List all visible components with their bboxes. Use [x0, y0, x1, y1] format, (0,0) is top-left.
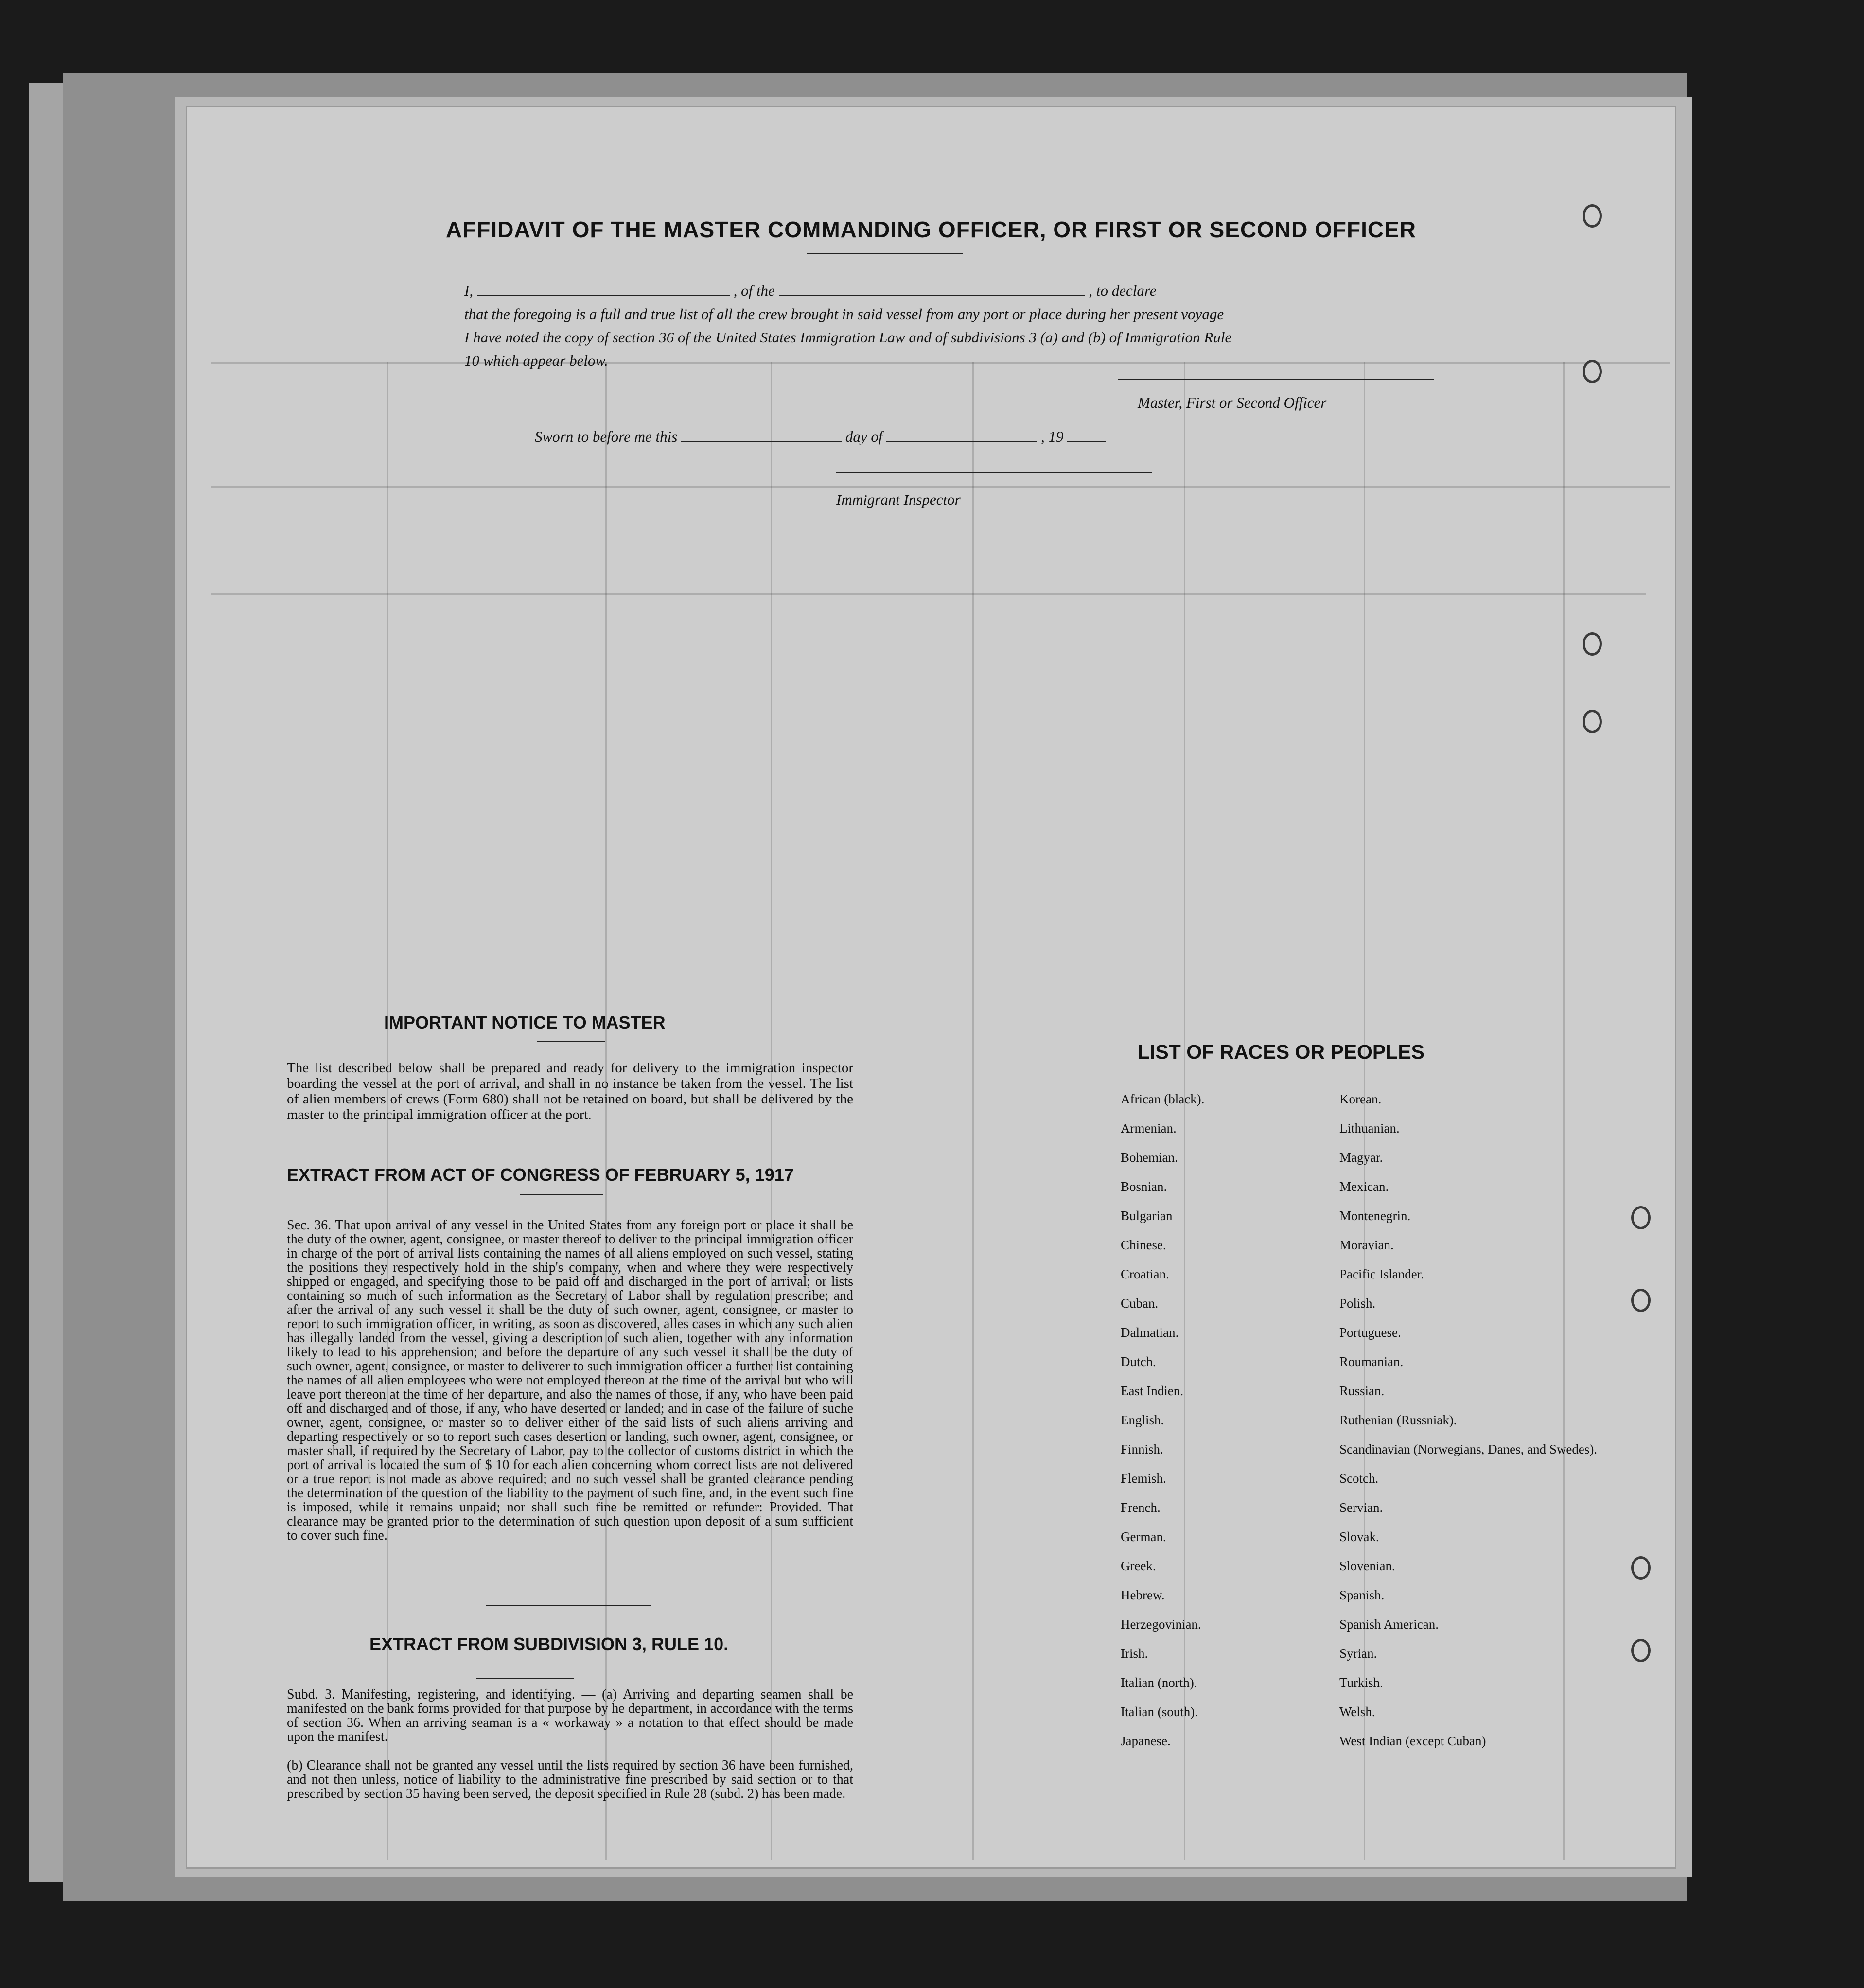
race-item: Armenian. [1121, 1121, 1177, 1136]
race-item: Irish. [1121, 1646, 1148, 1661]
race-item: Italian (south). [1121, 1704, 1198, 1719]
races-column-2 [1339, 1084, 1597, 1756]
sworn-day-blank[interactable] [681, 428, 842, 442]
binding-hole [1631, 1556, 1651, 1580]
race-item: Magyar. [1339, 1150, 1383, 1165]
binding-hole [1583, 360, 1602, 383]
race-item: Dalmatian. [1121, 1325, 1179, 1340]
race-item: Polish. [1339, 1296, 1376, 1311]
race-item: African (black). [1121, 1092, 1205, 1106]
signature-caption: Master, First or Second Officer [1138, 394, 1327, 411]
race-item: French. [1121, 1500, 1161, 1515]
race-item: Moravian. [1339, 1238, 1394, 1252]
declaration-line-3: 10 which appear below. [464, 352, 608, 369]
race-item: Welsh. [1339, 1704, 1375, 1719]
race-item: Finnish. [1121, 1442, 1163, 1456]
binding-hole [1583, 710, 1602, 733]
race-item: Greek. [1121, 1559, 1156, 1573]
sworn-month-blank[interactable] [886, 428, 1037, 442]
race-item: English. [1121, 1413, 1164, 1427]
race-item: Bosnian. [1121, 1179, 1167, 1194]
race-item: Pacific Islander. [1339, 1267, 1424, 1281]
vessel-name-blank[interactable] [779, 282, 1085, 296]
race-item: Roumanian. [1339, 1354, 1404, 1369]
binding-hole [1631, 1289, 1651, 1312]
race-item: Ruthenian (Russniak). [1339, 1413, 1457, 1427]
signature-line[interactable] [1118, 379, 1434, 380]
race-item: German. [1121, 1529, 1166, 1544]
notice-rule [537, 1041, 605, 1042]
race-item: Dutch. [1121, 1354, 1156, 1369]
race-item: Lithuanian. [1339, 1121, 1400, 1136]
race-item: Mexican. [1339, 1179, 1389, 1194]
declaration-line-2: I have noted the copy of section 36 of the United States Immigration Law and of subdivisions 3 (a) and (b) of Immigration Rule [464, 329, 1232, 346]
inspector-caption: Immigrant Inspector [836, 491, 961, 508]
race-item: Bohemian. [1121, 1150, 1178, 1165]
sworn-year-blank[interactable] [1067, 428, 1106, 442]
race-item: Scandinavian (Norwegians, Danes, and Swedes). [1339, 1442, 1598, 1456]
rule-extract-heading: EXTRACT FROM SUBDIVISION 3, RULE 10. [369, 1634, 729, 1654]
race-item: Spanish American. [1339, 1617, 1439, 1632]
race-item: East Indien. [1121, 1384, 1183, 1398]
binding-hole [1583, 632, 1602, 656]
binding-hole [1631, 1639, 1651, 1662]
affidavit-line-i: I, , of the , to declare [464, 282, 1157, 299]
race-item: Cuban. [1121, 1296, 1159, 1311]
race-item: Japanese. [1121, 1734, 1171, 1748]
rule-extract-body-b: (b) Clearance shall not be granted any vessel until the lists required by section 36 have been furnished, and not then unless, notice of liability to the administrative fine prescribed by said section or to that prescribed by section 35 having been served, the deposit specified in Rule 28 (subd. 2) has been made. [287, 1758, 853, 1801]
race-item: Italian (north). [1121, 1675, 1197, 1690]
races-heading: LIST OF RACES OR PEOPLES [1138, 1041, 1425, 1063]
inspector-signature-line[interactable] [836, 472, 1152, 473]
race-item: Scotch. [1339, 1471, 1379, 1486]
title-rule [807, 253, 963, 254]
notice-heading: IMPORTANT NOTICE TO MASTER [384, 1012, 666, 1032]
race-item: Turkish. [1339, 1675, 1383, 1690]
race-item: Slovenian. [1339, 1559, 1395, 1573]
race-item: Slovak. [1339, 1529, 1379, 1544]
act-end-rule [486, 1605, 651, 1606]
race-item: Servian. [1339, 1500, 1383, 1515]
race-item: Chinese. [1121, 1238, 1166, 1252]
affidavit-title: AFFIDAVIT OF THE MASTER COMMANDING OFFICER, OR FIRST OR SECOND OFFICER [446, 217, 1416, 242]
race-item: Herzegovinian. [1121, 1617, 1201, 1632]
race-item: Croatian. [1121, 1267, 1169, 1281]
binding-hole [1631, 1206, 1651, 1229]
race-item: West Indian (except Cuban) [1339, 1734, 1486, 1748]
rule-extract-body-a: Subd. 3. Manifesting, registering, and identifying. — (a) Arriving and departing seamen shall be manifested on the bank forms provided for that purpose by he department, in accordance with the terms of section 36. When an arriving seaman is a « workaway » a notation to that effect should be made upon the manifest. [287, 1687, 853, 1744]
notice-body: The list described below shall be prepared and ready for delivery to the immigration inspector boarding the vessel at the port of arrival, and shall in no instance be taken from the vessel. The list of alien members of crews (Form 680) shall not be retained on board, but shall be delivered by the master to the principal immigration officer at the port. [287, 1060, 853, 1122]
race-item: Montenegrin. [1339, 1208, 1411, 1223]
act-extract-rule [520, 1194, 603, 1195]
master-name-blank[interactable] [477, 282, 730, 296]
race-item: Flemish. [1121, 1471, 1166, 1486]
rule-extract-rule [476, 1678, 574, 1679]
race-item: Russian. [1339, 1384, 1385, 1398]
act-extract-heading: EXTRACT FROM ACT OF CONGRESS OF FEBRUARY 5, 1917 [287, 1165, 794, 1185]
races-column-1 [1121, 1084, 1204, 1756]
race-item: Portuguese. [1339, 1325, 1401, 1340]
race-item: Spanish. [1339, 1588, 1385, 1602]
race-item: Bulgarian [1121, 1208, 1173, 1223]
act-extract-body: Sec. 36. That upon arrival of any vessel in the United States from any foreign port or place it shall be the duty of the owner, agent, consignee, or master thereof to deliver to the principal immigration officer in charge of the port of arrival lists containing the names of all aliens employed on such vessel, stating the positions they respectively hold in the ship's company, when and where they were respectively shipped or engaged, and specifying those to be paid off and discharged in the port of arrival; or lists containing so much of such information as the Secretary of Labor shall by regulation prescribe; and after the arrival of any such vessel it shall be the duty of such owner, agent, consignee, or master to report to such immigration officer, in writing, as soon as discovered, alles cases in which any such alien has illegally landed from the vessel, giving a description of such alien, together with any information likely to lead to his apprehension; and before the departure of any such vessel it shall be the duty of such owner, agent, consignee, or master to deliverer to such immigration officer a further list containing the names of all alien employees who were not employed thereon at the time of the arrival but who will leave port thereon at the time of her departure, and also the names of those, if any, who have been paid off and discharged and of those, if any, who have deserted or landed; and in case of the failure of suche owner, agent, consignee, or master so to deliver either of the said lists of such aliens arriving and departing respectively or so to report such cases desertion or landing, such owner, agent, consignee, or master shall, if required by the Secretary of Labor, pay to the collector of customs district in which the port of arrival is located the sum of $ 10 for each alien concerning whom correct lists are not delivered or a true report is not made as above required; and no such vessel shall be granted clearance pending the determination of the question of the liability to the payment of such fine, and, in the event such fine is imposed, while it remains unpaid; nor shall such fine be remitted or refunder: Provided. That clearance may be granted prior to the determination of such question upon deposit of a sum sufficient to cover such fine. [287, 1218, 853, 1543]
race-item: Syrian. [1339, 1646, 1377, 1661]
race-item: Hebrew. [1121, 1588, 1165, 1602]
declaration-line-1: that the foregoing is a full and true list of all the crew brought in said vessel from any port or place during her present voyage [464, 305, 1224, 322]
sworn-line: Sworn to before me this day of , 19 [535, 428, 1106, 445]
manifest-back-page [187, 107, 1675, 1867]
race-item: Korean. [1339, 1092, 1382, 1106]
